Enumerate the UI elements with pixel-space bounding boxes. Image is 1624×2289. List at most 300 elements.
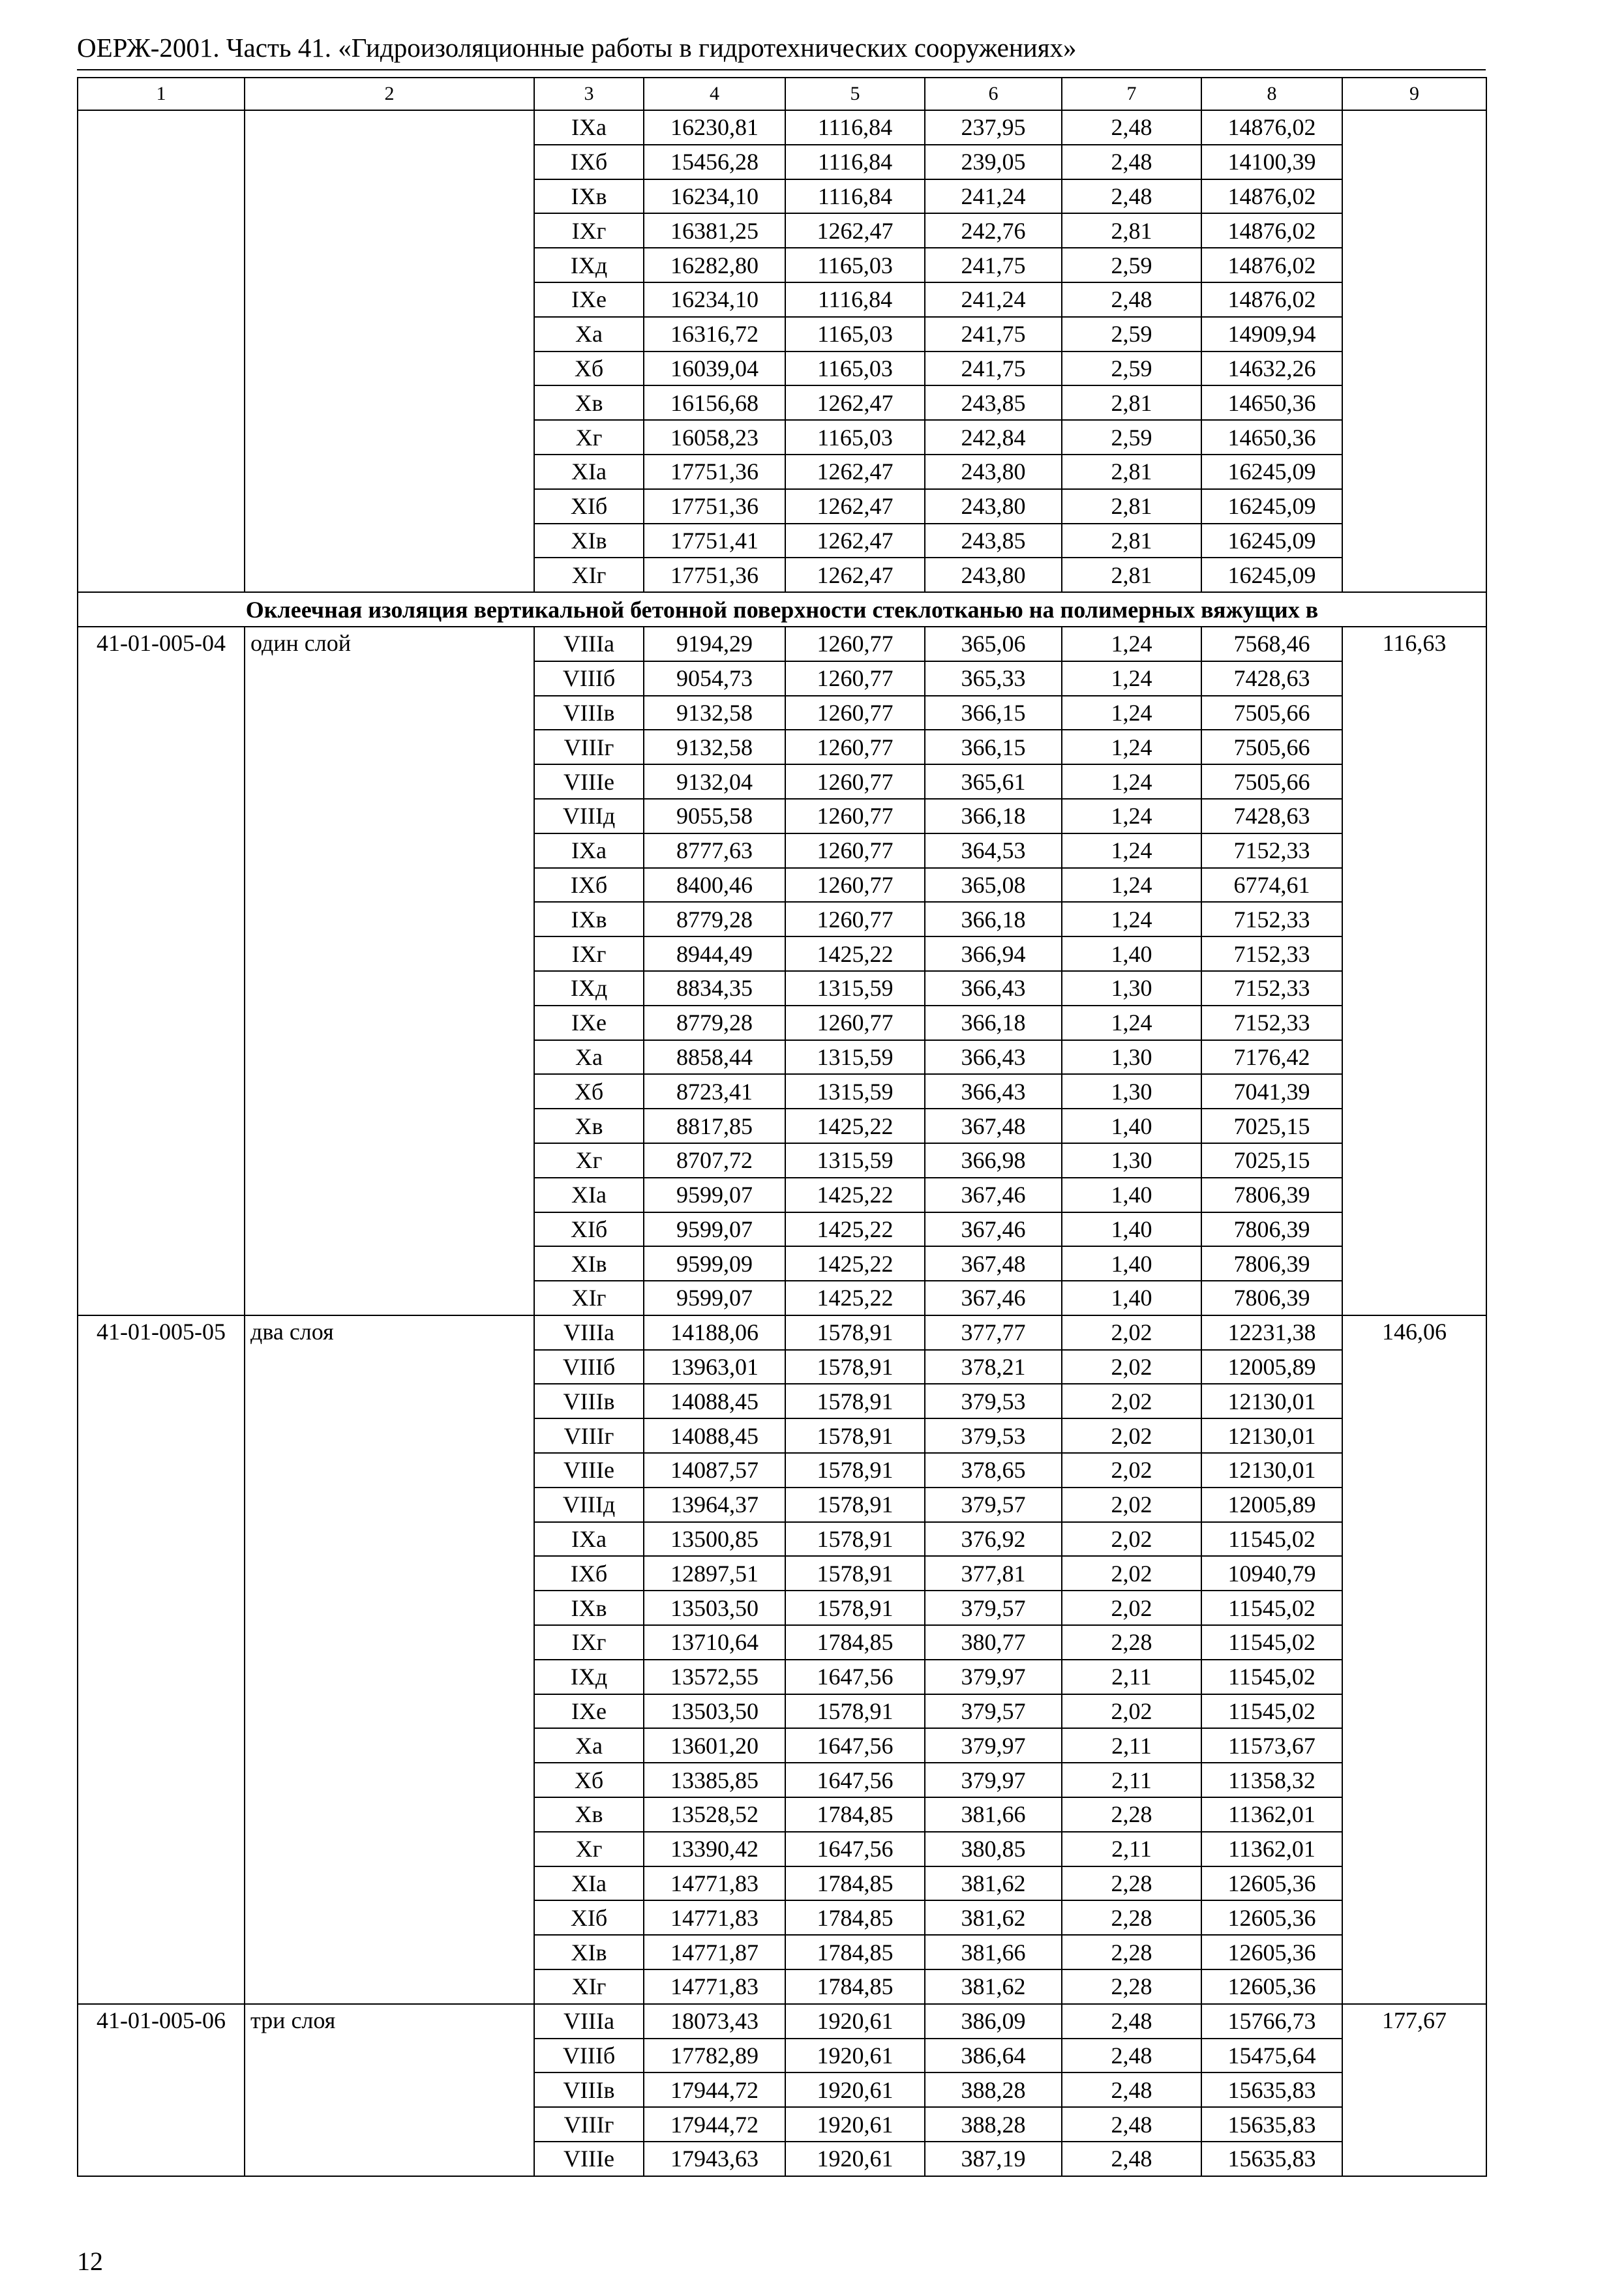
- cell-col-6: 367,48: [925, 1246, 1062, 1281]
- cell-col-7: 2,81: [1062, 558, 1201, 592]
- cell-col-3: XIб: [534, 1900, 644, 1935]
- cell-col-8: 15475,64: [1201, 2039, 1342, 2073]
- cell-col-3: Xг: [534, 420, 644, 455]
- cell-col-8: 12231,38: [1201, 1315, 1342, 1350]
- cell-col-4: 13528,52: [644, 1797, 785, 1832]
- cell-col-5: 1116,84: [785, 179, 925, 214]
- cell-col-3: VIIIв: [534, 2072, 644, 2107]
- column-number: 4: [644, 78, 785, 110]
- cell-col-3: XIв: [534, 1246, 644, 1281]
- cell-col-5: 1262,47: [785, 558, 925, 592]
- cell-col-8: 7152,33: [1201, 971, 1342, 1006]
- cell-col-3: VIIIг: [534, 730, 644, 764]
- cell-col-3: Xв: [534, 1797, 644, 1832]
- cell-col-6: 237,95: [925, 110, 1062, 145]
- cell-col-3: IXг: [534, 936, 644, 971]
- cell-col-8: 15635,83: [1201, 2142, 1342, 2176]
- cell-col-5: 1784,85: [785, 1969, 925, 2004]
- cell-col-6: 243,85: [925, 524, 1062, 558]
- cell-col-8: 16245,09: [1201, 524, 1342, 558]
- cell-col-8: 14876,02: [1201, 179, 1342, 214]
- cell-col-8: 7025,15: [1201, 1109, 1342, 1143]
- cell-col-5: 1260,77: [785, 799, 925, 833]
- cell-col-5: 1262,47: [785, 213, 925, 248]
- cell-col-8: 11545,02: [1201, 1591, 1342, 1625]
- cell-col-6: 365,06: [925, 627, 1062, 661]
- cell-col-6: 243,85: [925, 385, 1062, 420]
- cell-col-6: 377,81: [925, 1556, 1062, 1591]
- cell-col-5: 1260,77: [785, 1006, 925, 1040]
- cell-col-7: 1,40: [1062, 1109, 1201, 1143]
- cell-col-5: 1920,61: [785, 2142, 925, 2176]
- cell-col-7: 2,59: [1062, 420, 1201, 455]
- cell-col-5: 1116,84: [785, 110, 925, 145]
- cell-col-7: 1,30: [1062, 1040, 1201, 1075]
- cell-col-4: 13390,42: [644, 1832, 785, 1866]
- cell-col-5: 1425,22: [785, 936, 925, 971]
- cell-col-5: 1262,47: [785, 385, 925, 420]
- cell-col-8: 14632,26: [1201, 352, 1342, 386]
- cell-col-5: 1260,77: [785, 730, 925, 764]
- cell-col-8: 7152,33: [1201, 902, 1342, 936]
- cell-col-7: 1,30: [1062, 1143, 1201, 1178]
- page-header: ОЕРЖ-2001. Часть 41. «Гидроизоляционные работы в гидротехнических сооружениях»: [77, 33, 1077, 63]
- cell-col-5: 1425,22: [785, 1246, 925, 1281]
- cell-col-3: VIIIе: [534, 1453, 644, 1488]
- cell-col-4: 9599,07: [644, 1212, 785, 1247]
- cell-col-7: 2,28: [1062, 1935, 1201, 1969]
- cell-col-4: 14088,45: [644, 1384, 785, 1418]
- work-name: один слой: [245, 627, 534, 1315]
- table-row: [78, 2004, 1486, 2039]
- cell-col-4: 9054,73: [644, 661, 785, 696]
- norm-code: 41-01-005-05: [78, 1315, 245, 2004]
- cell-col-3: Xб: [534, 1763, 644, 1797]
- cell-col-4: 8707,72: [644, 1143, 785, 1178]
- cell-col-4: 9055,58: [644, 799, 785, 833]
- cell-col-3: IXв: [534, 179, 644, 214]
- cell-col-4: 13385,85: [644, 1763, 785, 1797]
- cell-col-3: VIIIе: [534, 764, 644, 799]
- cell-col-8: 11545,02: [1201, 1660, 1342, 1694]
- cell-col-8: 7505,66: [1201, 730, 1342, 764]
- cell-col-6: 365,61: [925, 764, 1062, 799]
- labor-total: [1342, 110, 1486, 592]
- cell-col-7: 2,02: [1062, 1488, 1201, 1522]
- cell-col-5: 1578,91: [785, 1453, 925, 1488]
- cell-col-3: Xб: [534, 1074, 644, 1109]
- work-name: [245, 110, 534, 592]
- cell-col-8: 12005,89: [1201, 1350, 1342, 1384]
- cell-col-5: 1578,91: [785, 1488, 925, 1522]
- cell-col-3: VIIIа: [534, 2004, 644, 2039]
- cell-col-7: 2,02: [1062, 1556, 1201, 1591]
- cell-col-7: 2,48: [1062, 2142, 1201, 2176]
- cell-col-7: 2,11: [1062, 1660, 1201, 1694]
- cell-col-8: 14876,02: [1201, 248, 1342, 282]
- cell-col-7: 1,30: [1062, 971, 1201, 1006]
- cell-col-4: 17944,72: [644, 2072, 785, 2107]
- cell-col-4: 9132,04: [644, 764, 785, 799]
- cell-col-8: 12605,36: [1201, 1969, 1342, 2004]
- cell-col-4: 8834,35: [644, 971, 785, 1006]
- cell-col-6: 379,97: [925, 1660, 1062, 1694]
- cell-col-8: 12605,36: [1201, 1866, 1342, 1901]
- cell-col-6: 386,64: [925, 2039, 1062, 2073]
- table-row: [78, 627, 1486, 661]
- cell-col-5: 1784,85: [785, 1866, 925, 1901]
- cell-col-5: 1260,77: [785, 833, 925, 868]
- cell-col-7: 2,48: [1062, 2039, 1201, 2073]
- cell-col-8: 12005,89: [1201, 1488, 1342, 1522]
- cell-col-5: 1920,61: [785, 2004, 925, 2039]
- cell-col-6: 366,18: [925, 1006, 1062, 1040]
- cell-col-7: 2,81: [1062, 455, 1201, 489]
- cell-col-8: 15766,73: [1201, 2004, 1342, 2039]
- cell-col-5: 1260,77: [785, 627, 925, 661]
- cell-col-8: 7025,15: [1201, 1143, 1342, 1178]
- cell-col-7: 2,59: [1062, 352, 1201, 386]
- cell-col-4: 17943,63: [644, 2142, 785, 2176]
- cell-col-5: 1920,61: [785, 2107, 925, 2142]
- cell-col-6: 366,43: [925, 971, 1062, 1006]
- cell-col-7: 1,24: [1062, 902, 1201, 936]
- cell-col-3: XIв: [534, 1935, 644, 1969]
- cell-col-5: 1260,77: [785, 696, 925, 730]
- cell-col-4: 13963,01: [644, 1350, 785, 1384]
- cell-col-4: 17751,41: [644, 524, 785, 558]
- table-body: [78, 78, 1486, 2176]
- cell-col-7: 2,28: [1062, 1900, 1201, 1935]
- cell-col-6: 243,80: [925, 489, 1062, 524]
- cell-col-4: 17751,36: [644, 489, 785, 524]
- cell-col-8: 7505,66: [1201, 696, 1342, 730]
- cell-col-4: 16058,23: [644, 420, 785, 455]
- cell-col-3: IXв: [534, 902, 644, 936]
- cell-col-4: 9132,58: [644, 730, 785, 764]
- cell-col-3: IXб: [534, 1556, 644, 1591]
- cell-col-4: 9194,29: [644, 627, 785, 661]
- cell-col-6: 388,28: [925, 2107, 1062, 2142]
- cell-col-7: 1,40: [1062, 936, 1201, 971]
- cell-col-4: 8779,28: [644, 1006, 785, 1040]
- cell-col-4: 17751,36: [644, 455, 785, 489]
- cell-col-8: 14100,39: [1201, 145, 1342, 179]
- cell-col-5: 1165,03: [785, 248, 925, 282]
- cell-col-7: 1,30: [1062, 1074, 1201, 1109]
- cell-col-4: 9599,07: [644, 1281, 785, 1315]
- cell-col-3: XIб: [534, 489, 644, 524]
- cell-col-5: 1425,22: [785, 1109, 925, 1143]
- cell-col-6: 366,98: [925, 1143, 1062, 1178]
- cell-col-4: 8777,63: [644, 833, 785, 868]
- cell-col-3: IXа: [534, 110, 644, 145]
- cell-col-5: 1315,59: [785, 971, 925, 1006]
- cell-col-6: 241,75: [925, 248, 1062, 282]
- cell-col-4: 16039,04: [644, 352, 785, 386]
- cell-col-7: 1,24: [1062, 661, 1201, 696]
- cell-col-6: 367,46: [925, 1281, 1062, 1315]
- cell-col-6: 381,66: [925, 1935, 1062, 1969]
- cell-col-7: 1,24: [1062, 868, 1201, 903]
- cell-col-6: 379,53: [925, 1384, 1062, 1418]
- norm-code: 41-01-005-04: [78, 627, 245, 1315]
- cell-col-5: 1578,91: [785, 1694, 925, 1729]
- cell-col-3: XIг: [534, 1969, 644, 2004]
- cell-col-8: 6774,61: [1201, 868, 1342, 903]
- cell-col-4: 14771,87: [644, 1935, 785, 1969]
- cell-col-3: IXа: [534, 833, 644, 868]
- labor-total: 146,06: [1342, 1315, 1486, 2004]
- cell-col-8: 16245,09: [1201, 455, 1342, 489]
- cell-col-3: Xб: [534, 352, 644, 386]
- cell-col-6: 366,18: [925, 799, 1062, 833]
- price-table: [77, 77, 1487, 2177]
- cell-col-6: 241,24: [925, 179, 1062, 214]
- cell-col-4: 9599,07: [644, 1178, 785, 1212]
- cell-col-3: XIг: [534, 558, 644, 592]
- cell-col-4: 14188,06: [644, 1315, 785, 1350]
- cell-col-7: 2,11: [1062, 1832, 1201, 1866]
- cell-col-5: 1425,22: [785, 1178, 925, 1212]
- cell-col-4: 13964,37: [644, 1488, 785, 1522]
- cell-col-5: 1165,03: [785, 420, 925, 455]
- work-name: два слоя: [245, 1315, 534, 2004]
- cell-col-4: 13601,20: [644, 1728, 785, 1763]
- cell-col-6: 367,48: [925, 1109, 1062, 1143]
- cell-col-5: 1784,85: [785, 1625, 925, 1660]
- cell-col-3: VIIIд: [534, 1488, 644, 1522]
- cell-col-3: IXб: [534, 868, 644, 903]
- cell-col-6: 366,18: [925, 902, 1062, 936]
- cell-col-5: 1784,85: [785, 1797, 925, 1832]
- cell-col-5: 1578,91: [785, 1418, 925, 1453]
- cell-col-5: 1578,91: [785, 1384, 925, 1418]
- cell-col-3: IXд: [534, 1660, 644, 1694]
- cell-col-7: 2,81: [1062, 213, 1201, 248]
- cell-col-7: 2,48: [1062, 179, 1201, 214]
- cell-col-5: 1578,91: [785, 1315, 925, 1350]
- cell-col-7: 2,02: [1062, 1591, 1201, 1625]
- section-title-row: [78, 592, 1486, 627]
- column-number: 2: [245, 78, 534, 110]
- cell-col-7: 2,02: [1062, 1315, 1201, 1350]
- table-row: [78, 110, 1486, 145]
- cell-col-7: 2,02: [1062, 1384, 1201, 1418]
- cell-col-6: 366,15: [925, 730, 1062, 764]
- cell-col-4: 13503,50: [644, 1694, 785, 1729]
- cell-col-6: 379,97: [925, 1728, 1062, 1763]
- cell-col-5: 1116,84: [785, 282, 925, 317]
- cell-col-8: 15635,83: [1201, 2072, 1342, 2107]
- cell-col-8: 7428,63: [1201, 799, 1342, 833]
- cell-col-5: 1578,91: [785, 1522, 925, 1557]
- cell-col-4: 14771,83: [644, 1866, 785, 1901]
- cell-col-5: 1262,47: [785, 524, 925, 558]
- cell-col-6: 242,76: [925, 213, 1062, 248]
- cell-col-6: 380,77: [925, 1625, 1062, 1660]
- header-rule: [77, 69, 1486, 70]
- cell-col-4: 12897,51: [644, 1556, 785, 1591]
- cell-col-4: 8817,85: [644, 1109, 785, 1143]
- cell-col-8: 7152,33: [1201, 833, 1342, 868]
- cell-col-8: 12130,01: [1201, 1453, 1342, 1488]
- column-number: 3: [534, 78, 644, 110]
- cell-col-4: 8858,44: [644, 1040, 785, 1075]
- cell-col-3: IXа: [534, 1522, 644, 1557]
- cell-col-6: 379,57: [925, 1591, 1062, 1625]
- cell-col-8: 7152,33: [1201, 936, 1342, 971]
- cell-col-3: Xа: [534, 1728, 644, 1763]
- cell-col-3: VIIIв: [534, 696, 644, 730]
- cell-col-6: 366,94: [925, 936, 1062, 971]
- cell-col-5: 1315,59: [785, 1040, 925, 1075]
- cell-col-3: IXе: [534, 282, 644, 317]
- cell-col-4: 16156,68: [644, 385, 785, 420]
- cell-col-7: 1,40: [1062, 1212, 1201, 1247]
- cell-col-7: 2,48: [1062, 145, 1201, 179]
- cell-col-5: 1315,59: [785, 1074, 925, 1109]
- cell-col-5: 1165,03: [785, 317, 925, 352]
- cell-col-3: XIв: [534, 524, 644, 558]
- cell-col-7: 1,40: [1062, 1178, 1201, 1212]
- cell-col-3: IXд: [534, 971, 644, 1006]
- cell-col-7: 2,48: [1062, 2107, 1201, 2142]
- cell-col-6: 388,28: [925, 2072, 1062, 2107]
- cell-col-8: 12605,36: [1201, 1900, 1342, 1935]
- cell-col-4: 16234,10: [644, 282, 785, 317]
- cell-col-8: 11545,02: [1201, 1694, 1342, 1729]
- cell-col-3: VIIIг: [534, 2107, 644, 2142]
- cell-col-6: 376,92: [925, 1522, 1062, 1557]
- cell-col-7: 2,28: [1062, 1625, 1201, 1660]
- cell-col-8: 7806,39: [1201, 1281, 1342, 1315]
- cell-col-5: 1165,03: [785, 352, 925, 386]
- cell-col-8: 14650,36: [1201, 420, 1342, 455]
- cell-col-8: 12605,36: [1201, 1935, 1342, 1969]
- cell-col-6: 381,66: [925, 1797, 1062, 1832]
- cell-col-3: XIг: [534, 1281, 644, 1315]
- cell-col-3: IXв: [534, 1591, 644, 1625]
- cell-col-3: Xа: [534, 1040, 644, 1075]
- cell-col-8: 14876,02: [1201, 213, 1342, 248]
- cell-col-3: Xв: [534, 1109, 644, 1143]
- cell-col-4: 17944,72: [644, 2107, 785, 2142]
- cell-col-5: 1425,22: [785, 1212, 925, 1247]
- cell-col-5: 1784,85: [785, 1935, 925, 1969]
- cell-col-4: 9132,58: [644, 696, 785, 730]
- cell-col-4: 17782,89: [644, 2039, 785, 2073]
- cell-col-6: 379,57: [925, 1488, 1062, 1522]
- cell-col-6: 241,75: [925, 317, 1062, 352]
- column-number: 8: [1201, 78, 1342, 110]
- norm-code: 41-01-005-06: [78, 2004, 245, 2176]
- cell-col-8: 7806,39: [1201, 1178, 1342, 1212]
- cell-col-8: 7428,63: [1201, 661, 1342, 696]
- cell-col-7: 2,02: [1062, 1418, 1201, 1453]
- cell-col-5: 1425,22: [785, 1281, 925, 1315]
- cell-col-6: 365,33: [925, 661, 1062, 696]
- cell-col-6: 366,43: [925, 1040, 1062, 1075]
- cell-col-3: VIIIа: [534, 627, 644, 661]
- cell-col-3: IXг: [534, 1625, 644, 1660]
- cell-col-4: 16230,81: [644, 110, 785, 145]
- cell-col-4: 17751,36: [644, 558, 785, 592]
- cell-col-5: 1315,59: [785, 1143, 925, 1178]
- cell-col-6: 239,05: [925, 145, 1062, 179]
- cell-col-5: 1647,56: [785, 1728, 925, 1763]
- cell-col-6: 366,15: [925, 696, 1062, 730]
- cell-col-3: XIб: [534, 1212, 644, 1247]
- cell-col-5: 1647,56: [785, 1763, 925, 1797]
- cell-col-5: 1920,61: [785, 2072, 925, 2107]
- page-number: 12: [77, 2247, 103, 2276]
- cell-col-4: 8944,49: [644, 936, 785, 971]
- cell-col-7: 1,24: [1062, 764, 1201, 799]
- column-number: 9: [1342, 78, 1486, 110]
- cell-col-6: 378,21: [925, 1350, 1062, 1384]
- cell-col-3: XIа: [534, 1178, 644, 1212]
- cell-col-7: 2,81: [1062, 489, 1201, 524]
- cell-col-7: 2,48: [1062, 2004, 1201, 2039]
- cell-col-4: 15456,28: [644, 145, 785, 179]
- cell-col-3: Xа: [534, 317, 644, 352]
- work-name: три слоя: [245, 2004, 534, 2176]
- cell-col-5: 1260,77: [785, 661, 925, 696]
- cell-col-5: 1260,77: [785, 764, 925, 799]
- cell-col-4: 16316,72: [644, 317, 785, 352]
- cell-col-3: VIIIе: [534, 2142, 644, 2176]
- cell-col-8: 7806,39: [1201, 1246, 1342, 1281]
- cell-col-4: 16282,80: [644, 248, 785, 282]
- cell-col-6: 242,84: [925, 420, 1062, 455]
- cell-col-3: IXб: [534, 145, 644, 179]
- cell-col-5: 1647,56: [785, 1832, 925, 1866]
- cell-col-3: VIIIа: [534, 1315, 644, 1350]
- cell-col-5: 1920,61: [785, 2039, 925, 2073]
- column-number-row: [78, 78, 1486, 110]
- cell-col-8: 14876,02: [1201, 110, 1342, 145]
- cell-col-6: 381,62: [925, 1969, 1062, 2004]
- cell-col-7: 2,81: [1062, 524, 1201, 558]
- cell-col-3: VIIIб: [534, 661, 644, 696]
- cell-col-7: 2,48: [1062, 282, 1201, 317]
- cell-col-7: 2,28: [1062, 1866, 1201, 1901]
- cell-col-4: 18073,43: [644, 2004, 785, 2039]
- cell-col-6: 381,62: [925, 1866, 1062, 1901]
- cell-col-5: 1260,77: [785, 868, 925, 903]
- cell-col-7: 2,02: [1062, 1694, 1201, 1729]
- cell-col-4: 14771,83: [644, 1900, 785, 1935]
- cell-col-7: 1,24: [1062, 799, 1201, 833]
- cell-col-5: 1262,47: [785, 455, 925, 489]
- column-number: 6: [925, 78, 1062, 110]
- cell-col-5: 1262,47: [785, 489, 925, 524]
- cell-col-8: 11362,01: [1201, 1832, 1342, 1866]
- cell-col-8: 11362,01: [1201, 1797, 1342, 1832]
- cell-col-7: 1,24: [1062, 730, 1201, 764]
- cell-col-6: 377,77: [925, 1315, 1062, 1350]
- cell-col-7: 2,81: [1062, 385, 1201, 420]
- cell-col-6: 243,80: [925, 455, 1062, 489]
- cell-col-7: 2,28: [1062, 1969, 1201, 2004]
- cell-col-8: 7505,66: [1201, 764, 1342, 799]
- cell-col-7: 2,02: [1062, 1522, 1201, 1557]
- labor-total: 177,67: [1342, 2004, 1486, 2176]
- cell-col-7: 1,24: [1062, 833, 1201, 868]
- cell-col-4: 9599,09: [644, 1246, 785, 1281]
- cell-col-3: Xг: [534, 1832, 644, 1866]
